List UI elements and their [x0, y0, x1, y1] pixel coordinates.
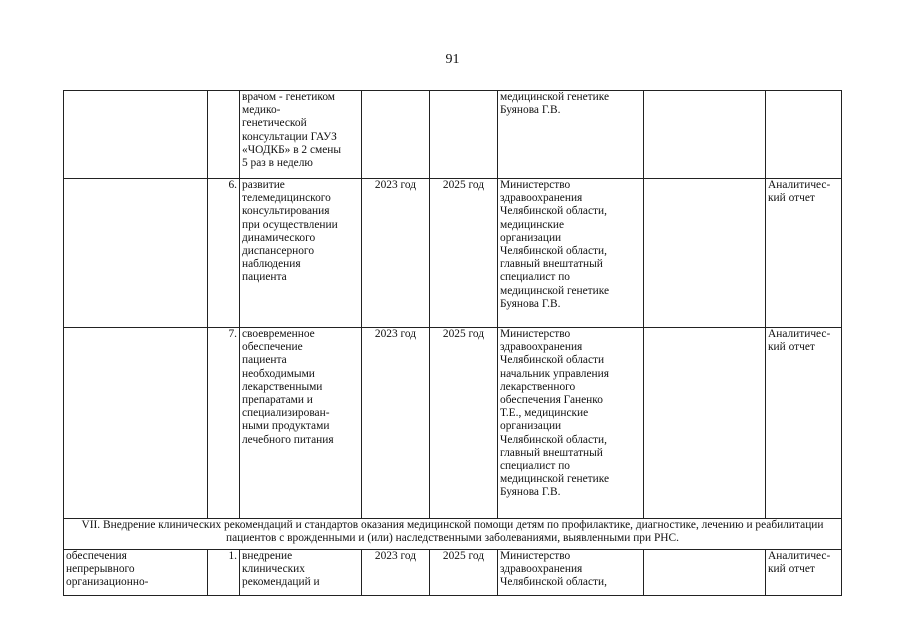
end-date-cell: 2025 год	[430, 179, 498, 328]
plan-table	[63, 90, 842, 596]
goal-cell	[64, 179, 208, 328]
start-date-cell: 2023 год	[362, 550, 430, 596]
page-number: 91	[445, 52, 460, 67]
extra-cell	[644, 550, 766, 596]
responsible-cell: Министерство здравоохранения Челябинской области, медицинские организации Челябинской области, главный внештатный специалист по медицинской генетике Буянова Г.В.	[498, 179, 644, 328]
item-number: 7.	[208, 328, 240, 519]
item-number	[208, 91, 240, 179]
activity-cell: внедрение клинических рекомендаций и	[240, 550, 362, 596]
responsible-cell: медицинской генетике Буянова Г.В.	[498, 91, 644, 179]
activity-cell: врачом - генетиком медико- генетической консультации ГАУЗ «ЧОДКБ» в 2 смены 5 раз в неделю	[240, 91, 362, 179]
start-date-cell: 2023 год	[362, 179, 430, 328]
extra-cell	[644, 179, 766, 328]
table-row	[64, 91, 842, 179]
item-number: 1.	[208, 550, 240, 596]
goal-cell: обеспечения непрерывного организационно-	[64, 550, 208, 596]
result-cell: Аналитичес- кий отчет	[766, 550, 842, 596]
end-date-cell: 2025 год	[430, 550, 498, 596]
extra-cell	[644, 91, 766, 179]
responsible-cell: Министерство здравоохранения Челябинской области,	[498, 550, 644, 596]
section-title: VII. Внедрение клинических рекомендаций и стандартов оказания медицинской помощи детям по профилактике, диагностике, лечению и реабилитации пациентов с врожденными и (или) наследственными заболеваниями, выявленными при РНС.	[64, 519, 842, 550]
responsible-cell: Министерство здравоохранения Челябинской области начальник управления лекарственного обеспечения Ганенко Т.Е., медицинские организации Челябинской области, главный внештатный специалист по медицинской генетике Буянова Г.В.	[498, 328, 644, 519]
end-date-cell: 2025 год	[430, 328, 498, 519]
result-cell: Аналитичес- кий отчет	[766, 179, 842, 328]
result-cell: Аналитичес- кий отчет	[766, 328, 842, 519]
goal-cell	[64, 328, 208, 519]
start-date-cell: 2023 год	[362, 328, 430, 519]
activity-cell: развитие телемедицинского консультирования при осуществлении динамического диспансерного наблюдения пациента	[240, 179, 362, 328]
extra-cell	[644, 328, 766, 519]
table-row	[64, 328, 842, 519]
start-date-cell	[362, 91, 430, 179]
goal-cell	[64, 91, 208, 179]
end-date-cell	[430, 91, 498, 179]
table-row	[64, 550, 842, 596]
table-row	[64, 179, 842, 328]
item-number: 6.	[208, 179, 240, 328]
section-header-row	[64, 519, 842, 550]
result-cell	[766, 91, 842, 179]
activity-cell: своевременное обеспечение пациента необходимыми лекарственными препаратами и специализирован- ными продуктами лечебного питания	[240, 328, 362, 519]
